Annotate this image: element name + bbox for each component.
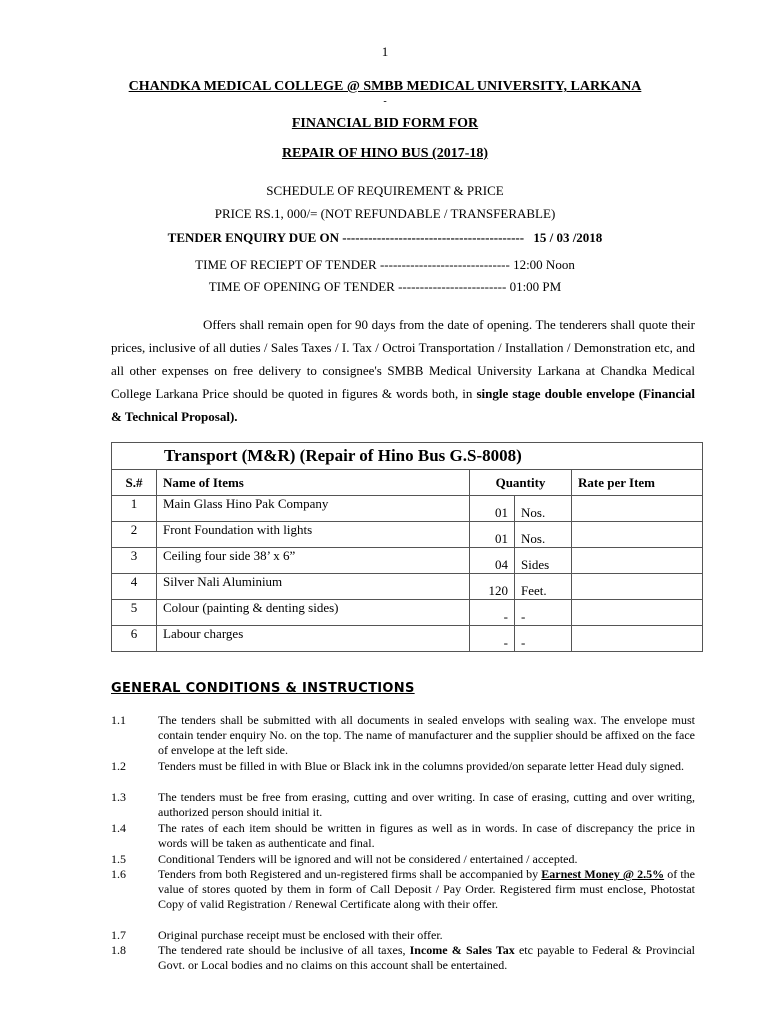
row-rate-cell[interactable] — [572, 600, 703, 626]
table-row — [112, 496, 703, 522]
due-date: 15 / 03 /2018 — [533, 230, 603, 245]
row-unit: - — [515, 600, 572, 626]
table-row — [112, 600, 703, 626]
condition-number: 1.6 — [111, 867, 126, 881]
row-qty: 01 — [470, 522, 515, 548]
condition-text: Original purchase receipt must be enclosed with their offer. — [158, 928, 443, 942]
row-qty: - — [470, 600, 515, 626]
price-line: PRICE RS.1, 000/= (NOT REFUNDABLE / TRANSFERABLE) — [214, 206, 556, 221]
condition-text: The rates of each item should be written in figures as well as in words. In case of discrepancy the price in words will be taken as authenticate and final. — [158, 821, 695, 850]
condition-text-post: etc payable to Federal & Provincial Govt. or Local bodies and no claims on this account shall be entertained. — [158, 943, 695, 972]
row-unit: Nos. — [515, 496, 572, 522]
table-row — [112, 548, 703, 574]
tax-emphasis: Income & Sales Tax — [409, 943, 515, 957]
row-qty: - — [470, 626, 515, 652]
condition-text: The tenders must be free from erasing, cutting and over writing. In case of erasing, cutting and over writing, authorized person should initial it. — [158, 790, 695, 819]
table-title: Transport (M&R) (Repair of Hino Bus G.S-8008) — [112, 443, 703, 470]
condition-text — [158, 943, 695, 973]
row-rate-cell[interactable] — [572, 626, 703, 652]
row-qty: 04 — [470, 548, 515, 574]
condition-number: 1.4 — [111, 821, 126, 835]
col-rate: Rate per Item — [572, 470, 703, 496]
condition-number: 1.1 — [111, 713, 126, 727]
condition-text — [158, 867, 695, 912]
intro-paragraph — [111, 313, 695, 428]
table-row — [112, 626, 703, 652]
row-sno: 2 — [112, 522, 157, 548]
condition-item — [111, 790, 695, 820]
receipt-time-line: TIME OF RECIEPT OF TENDER ------------------------------ 12:00 Noon — [195, 257, 575, 272]
condition-number: 1.2 — [111, 759, 126, 773]
items-table — [111, 442, 703, 652]
row-qty: 120 — [470, 574, 515, 600]
condition-number: 1.7 — [111, 928, 126, 942]
col-sno: S.# — [112, 470, 157, 496]
row-name: Labour charges — [157, 626, 470, 652]
col-name: Name of Items — [157, 470, 470, 496]
condition-text-post: of the value of stores quoted by them in form of Call Deposit / Pay Order. Registered firm must enclose, Photostat Copy of valid Registration / Renewal Certificate along with their offer. — [158, 867, 696, 911]
row-sno: 3 — [112, 548, 157, 574]
condition-number: 1.8 — [111, 943, 126, 957]
conditions-heading: GENERAL CONDITIONS & INSTRUCTIONS — [111, 681, 415, 696]
condition-text: The tenders shall be submitted with all documents in sealed envelops with sealing wax. The envelope must contain tender enquiry No. on the top. The name of manufacturer and the supplier should be affixed on the face of envelope at the left side. — [158, 713, 695, 757]
row-unit: Feet. — [515, 574, 572, 600]
row-rate-cell[interactable] — [572, 574, 703, 600]
earnest-money-emphasis: Earnest Money @ 2.5% — [541, 867, 665, 881]
condition-number: 1.5 — [111, 852, 126, 866]
condition-item — [111, 928, 695, 943]
due-label: TENDER ENQUIRY DUE ON ------------------------------------------ — [167, 230, 525, 245]
row-sno: 1 — [112, 496, 157, 522]
condition-text: Conditional Tenders will be ignored and will not be considered / entertained / accepted. — [158, 852, 578, 866]
row-name: Colour (painting & denting sides) — [157, 600, 470, 626]
row-name: Front Foundation with lights — [157, 522, 470, 548]
row-rate-cell[interactable] — [572, 548, 703, 574]
row-sno: 4 — [112, 574, 157, 600]
condition-item — [111, 821, 695, 851]
row-unit: Nos. — [515, 522, 572, 548]
condition-text-pre: The tendered rate should be inclusive of all taxes, — [158, 943, 410, 957]
opening-time-line: TIME OF OPENING OF TENDER ------------------------- 01:00 PM — [208, 279, 562, 294]
due-date-line — [0, 230, 770, 246]
row-rate-cell[interactable] — [572, 522, 703, 548]
institution-title: CHANDKA MEDICAL COLLEGE @ SMBB MEDICAL UNIVERSITY, LARKANA — [128, 79, 642, 94]
subject-title: REPAIR OF HINO BUS (2017-18) — [281, 146, 489, 161]
col-quantity: Quantity — [470, 470, 572, 496]
row-name: Ceiling four side 38’ x 6” — [157, 548, 470, 574]
intro-text: Offers shall remain open for 90 days from the date of opening. The tenderers shall quote their prices, inclusive of all duties / Sales Taxes / I. Tax / Octroi Transportation / Installation / Demonstration etc, and all other expenses on free delivery to consignee's SMBB Medical University Larkana at Chandka Medical College Larkana Price should be quoted in figures & words both, in — [111, 317, 695, 401]
page-number: 1 — [381, 44, 389, 59]
form-title: FINANCIAL BID FORM FOR — [291, 116, 479, 131]
row-sno: 5 — [112, 600, 157, 626]
row-sno: 6 — [112, 626, 157, 652]
condition-item — [111, 759, 695, 774]
condition-item — [111, 943, 695, 973]
row-unit: - — [515, 626, 572, 652]
condition-item — [111, 867, 695, 912]
table-header-row — [112, 470, 703, 496]
condition-item — [111, 852, 695, 867]
row-unit: Sides — [515, 548, 572, 574]
title-separator: - — [383, 96, 387, 107]
schedule-line: SCHEDULE OF REQUIREMENT & PRICE — [266, 183, 504, 198]
row-name: Silver Nali Aluminium — [157, 574, 470, 600]
condition-text: Tenders must be filled in with Blue or Black ink in the columns provided/on separate letter Head duly signed. — [158, 759, 685, 773]
table-row — [112, 522, 703, 548]
row-name: Main Glass Hino Pak Company — [157, 496, 470, 522]
condition-text-pre: Tenders from both Registered and un-registered firms shall be accompanied by — [158, 867, 542, 881]
condition-number: 1.3 — [111, 790, 126, 804]
intro-bold-tail: single stage double envelope (Financial & Technical Proposal). — [111, 386, 695, 424]
table-row — [112, 574, 703, 600]
row-rate-cell[interactable] — [572, 496, 703, 522]
condition-item — [111, 713, 695, 758]
row-qty: 01 — [470, 496, 515, 522]
